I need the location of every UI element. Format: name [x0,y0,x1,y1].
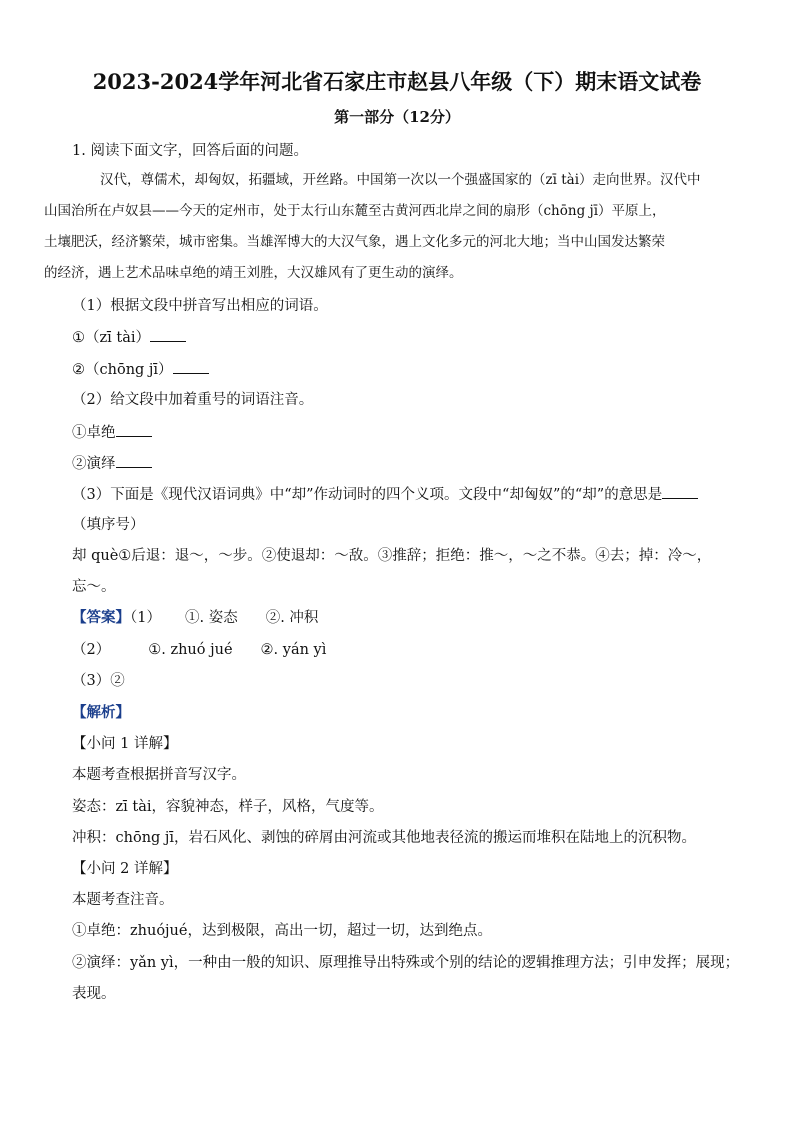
analysis-q1-line: 姿态：zī tài，容貌神态，样子，风格，气度等。 [72,799,384,815]
analysis-q2-line: ②演绎：yǎn yì，一种由一般的知识、原理推导出特殊或个别的结论的逻辑推理方法；引申发挥；展现； [72,955,740,971]
subquestion-1: （1）根据文段中拼音写出相应的词语。 [72,298,328,314]
subquestion-2-a-label: ①卓绝 [72,425,116,441]
answer-1-label: （1） [130,610,161,626]
answer-2-label: （2） [72,642,111,658]
reading-passage [44,165,722,289]
answer-row-3: （3）② [72,673,125,689]
passage-line: 土壤肥沃，经济繁荣，城市密集。当雄浑博大的大汉气象，遇上文化多元的河北大地；当中山国发达繁荣 [44,234,665,250]
subquestion-2-a [72,422,152,443]
answer-2-item-1: ①. zhuó jué [148,642,233,658]
analysis-q1-heading: 【小问 1 详解】 [72,736,178,752]
subquestion-3 [72,484,698,505]
analysis-q1-intro: 本题考查根据拼音写汉字。 [72,767,246,783]
analysis-q2-line: ①卓绝：zhuójué，达到极限，高出一切，超过一切，达到绝点。 [72,923,492,939]
passage-line: 山国治所在卢奴县——今天的定州市，处于太行山东麓至古黄河西北岸之间的扇形（chōng jī）平原上， [44,203,666,219]
answer-blank[interactable] [173,359,209,374]
subquestion-3-text: （3）下面是《现代汉语词典》中“却”作动词时的四个义项。文段中“却匈奴”的“却”的意思是 [72,487,663,503]
answer-row-2 [72,640,326,660]
subquestion-1-a [72,327,186,348]
question-prompt: 1. 阅读下面文字，回答后面的问题。 [72,143,308,159]
answer-2-item-2: ②. yán yì [260,642,327,658]
page-title: 2023-2024学年河北省石家庄市赵县八年级（下）期末语文试卷 [92,69,702,94]
answer-blank[interactable] [116,422,152,437]
answer-blank[interactable] [116,453,152,468]
dictionary-definition-cont: 忘～。 [72,579,116,595]
section-heading: 第一部分（12分） [334,108,460,126]
analysis-tag: 【解析】 [72,704,130,721]
answer-1-item-2: ②. 冲积 [265,610,319,626]
answer-1-item-1: ①. 姿态 [184,610,238,626]
answer-tag: 【答案】 [72,609,130,626]
subquestion-1-b [72,359,209,380]
subquestion-3-note: （填序号） [72,517,145,533]
analysis-q2-heading: 【小问 2 详解】 [72,861,178,877]
passage-line: 汉代，尊儒术，却匈奴，拓疆域，开丝路。中国第一次以一个强盛国家的（zī tài）走向世界。汉代中 [100,172,701,188]
subquestion-2: （2）给文段中加着重号的词语注音。 [72,392,314,408]
answer-blank[interactable] [150,327,186,342]
dictionary-definition: 却 què①后退：退～，～步。②使退却：～敌。③推辞；拒绝：推～，～之不恭。④去；掉：冷～， [72,548,712,564]
subquestion-2-b-label: ②演绎 [72,456,116,472]
analysis-q2-intro: 本题考查注音。 [72,892,174,908]
passage-line: 的经济，遇上艺术品味卓绝的靖王刘胜，大汉雄风有了更生动的演绎。 [44,265,463,281]
subquestion-2-b [72,453,152,474]
subquestion-1-b-label: ②（chōng jī） [72,362,173,378]
subquestion-1-a-label: ①（zī tài） [72,330,150,346]
analysis-q1-line: 冲积：chōng jī，岩石风化、剥蚀的碎屑由河流或其他地表径流的搬运而堆积在陆地上的沉积物。 [72,830,697,846]
answer-blank[interactable] [662,484,698,499]
answer-row-1 [72,608,318,628]
analysis-q2-line: 表现。 [72,986,116,1002]
